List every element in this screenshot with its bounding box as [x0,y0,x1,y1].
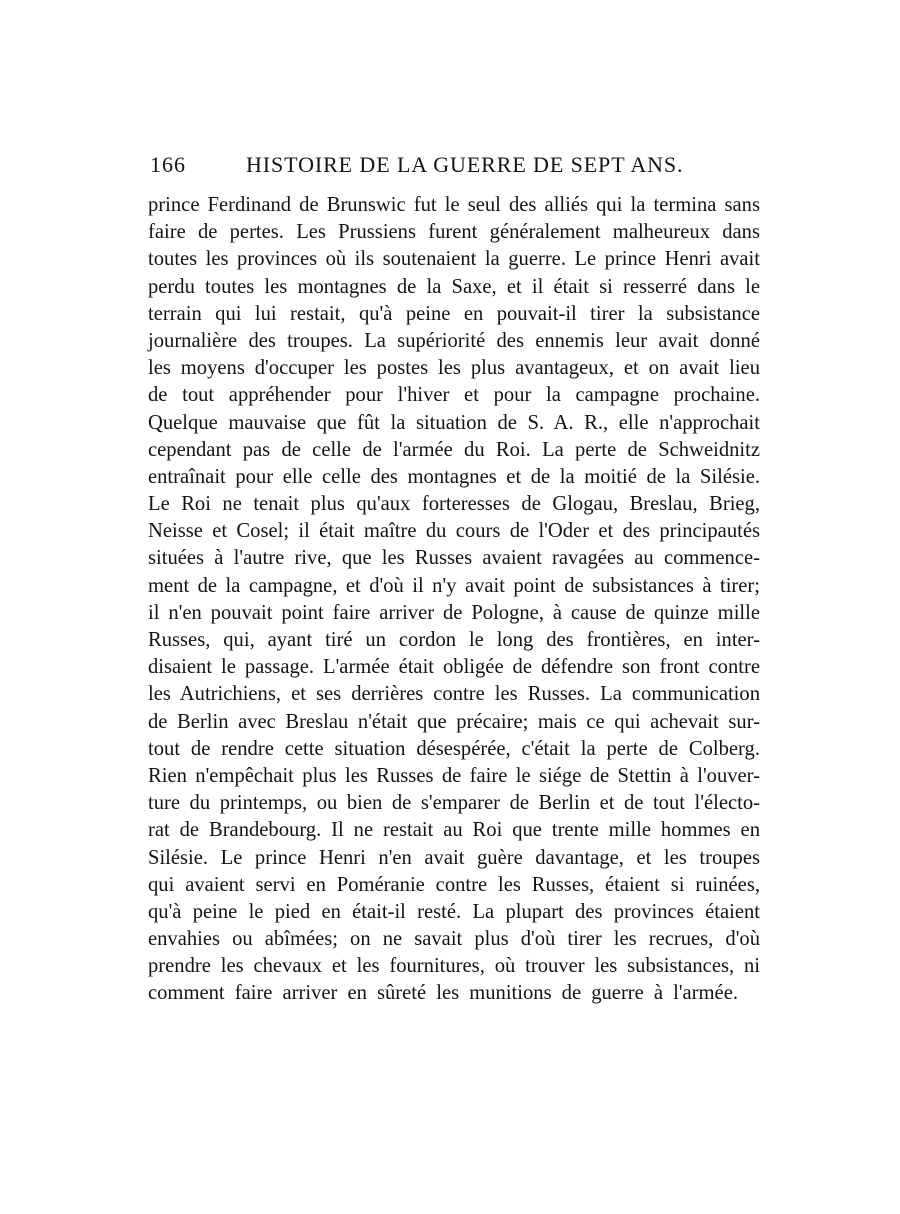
text-line: terrain qui lui restait, qu'à peine en pouvait-il tirer la subsistance [148,302,760,325]
text-line: Silésie. Le prince Henri n'en avait guère davantage, et les troupes [148,846,760,869]
text-line: ment de la campagne, et d'où il n'y avait point de subsistances à tirer; [148,574,760,597]
text-line: cependant pas de celle de l'armée du Roi. La perte de Schweidnitz [148,438,760,461]
text-line: les moyens d'occuper les postes les plus avantageux, et on avait lieu [148,357,760,380]
text-line: Russes, qui, ayant tiré un cordon le long des frontières, en inter- [148,629,760,651]
text-line: de Berlin avec Breslau n'était que précaire; mais ce qui achevait sur- [148,710,760,733]
text-line: prendre les chevaux et les fournitures, où trouver les subsistances, ni [148,955,760,978]
text-line: situées à l'autre rive, que les Russes avaient ravagées au commence- [148,547,760,570]
text-line: Le Roi ne tenait plus qu'aux forteresses de Glogau, Breslau, Brieg, [148,493,760,516]
text-line: ture du printemps, ou bien de s'emparer de Berlin et de tout l'électo- [148,792,760,815]
text-line: de tout appréhender pour l'hiver et pour la campagne prochaine. [148,384,760,407]
text-line: les Autrichiens, et ses derrières contre les Russes. La communication [148,683,760,706]
text-line: rat de Brandebourg. Il ne restait au Roi que trente mille hommes en [148,819,760,842]
running-head [150,150,760,180]
running-title: HISTOIRE DE LA GUERRE DE SEPT ANS. [246,152,684,177]
text-line: qu'à peine le pied en était-il resté. La plupart des provinces étaient [148,900,760,923]
body-text [148,192,760,1008]
text-line: journalière des troupes. La supériorité des ennemis leur avait donné [148,329,760,352]
text-line: prince Ferdinand de Brunswic fut le seul des alliés qui la termina sans [148,194,760,216]
text-line: qui avaient servi en Poméranie contre les Russes, étaient si ruinées, [148,873,760,896]
text-line: disaient le passage. L'armée était obligée de défendre son front contre [148,656,760,679]
text-line: perdu toutes les montagnes de la Saxe, et il était si resserré dans le [148,275,760,298]
text-line: entraînait pour elle celle des montagnes et de la moitié de la Silésie. [148,465,760,488]
text-line: comment faire arriver en sûreté les munitions de guerre à l'armée. [148,982,738,1005]
page-number: 166 [150,152,186,177]
text-line: Rien n'empêchait plus les Russes de faire le siége de Stettin à l'ouver- [148,764,760,787]
text-line: il n'en pouvait point faire arriver de Pologne, à cause de quinze mille [148,601,760,624]
text-line: faire de pertes. Les Prussiens furent généralement malheureux dans [148,221,760,244]
text-line: Quelque mauvaise que fût la situation de S. A. R., elle n'approchait [148,411,760,434]
text-line: toutes les provinces où ils soutenaient la guerre. Le prince Henri avait [148,248,760,271]
text-line: tout de rendre cette situation désespérée, c'était la perte de Colberg. [148,737,760,760]
text-line: Neisse et Cosel; il était maître du cours de l'Oder et des principautés [148,520,760,543]
text-line: envahies ou abîmées; on ne savait plus d'où tirer les recrues, d'où [148,928,760,951]
